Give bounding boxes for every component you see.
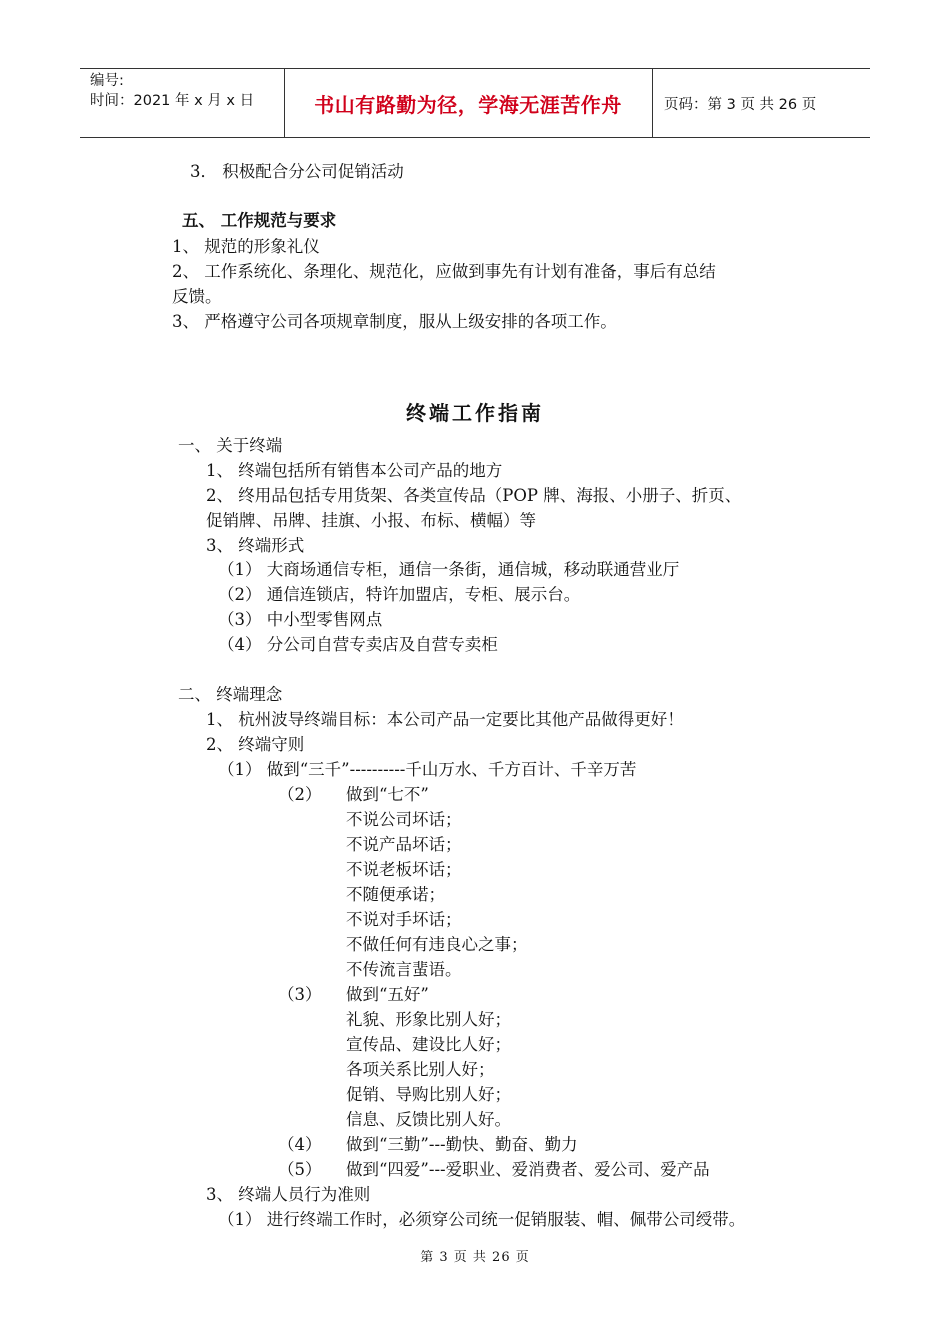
rule-item: 礼貌、形象比别人好； xyxy=(346,1010,511,1029)
rule-title: 做到“五好” xyxy=(346,985,429,1004)
rule-title: 做到“七不” xyxy=(346,785,429,804)
list-item: （1） 做到“三千”----------千山万水、千方百计、千辛万苦 xyxy=(218,760,637,779)
rule-item: 不做任何有违良心之事； xyxy=(346,935,528,954)
rule-number: （4） xyxy=(278,1135,322,1154)
list-item: （1） 进行终端工作时，必须穿公司统一促销服装、帽、佩带公司绶带。 xyxy=(218,1210,746,1229)
list-item: 1、 终端包括所有销售本公司产品的地方 xyxy=(206,461,503,480)
header-meta xyxy=(90,71,254,111)
list-item: 3、 终端形式 xyxy=(206,536,305,555)
rule-item: 不说对手坏话； xyxy=(346,910,462,929)
header-motto: 书山有路勤为径，学海无涯苦作舟 xyxy=(314,92,622,117)
intro-line: 3． 积极配合分公司促销活动 xyxy=(190,162,404,181)
list-item: 1、 规范的形象礼仪 xyxy=(172,237,320,256)
rule-number: （3） xyxy=(278,985,322,1004)
time-label: 时间：2021 年 x 月 x 日 xyxy=(90,93,255,109)
page-header xyxy=(80,68,870,138)
list-item: 1、 杭州波导终端目标：本公司产品一定要比其他产品做得更好！ xyxy=(206,710,684,729)
rule-item: 不说老板坏话； xyxy=(346,860,462,879)
list-item: 促销牌、吊牌、挂旗、小报、布标、横幅）等 xyxy=(206,511,536,530)
document-title: 终端工作指南 xyxy=(406,401,544,425)
rule-item: 不传流言蜚语。 xyxy=(346,960,462,979)
header-page-info: 页码：第 3 页 共 26 页 xyxy=(664,96,817,113)
rule-item: 不随便承诺； xyxy=(346,885,445,904)
header-divider xyxy=(652,69,653,137)
list-item: 3、 严格遵守公司各项规章制度，服从上级安排的各项工作。 xyxy=(172,312,617,331)
rule-text: 做到“四爱”---爱职业、爱消费者、爱公司、爱产品 xyxy=(346,1160,710,1179)
rule-text: 做到“三勤”---勤快、勤奋、勤力 xyxy=(346,1135,578,1154)
list-item: 2、 终用品包括专用货架、各类宣传品（POP 牌、海报、小册子、折页、 xyxy=(206,486,742,505)
list-item: （3） 中小型零售网点 xyxy=(218,610,383,629)
list-item: 反馈。 xyxy=(172,287,222,306)
list-item: 2、 工作系统化、条理化、规范化，应做到事先有计划有准备，事后有总结 xyxy=(172,262,716,281)
section-heading: 五、 工作规范与要求 xyxy=(182,211,337,230)
rule-item: 各项关系比别人好； xyxy=(346,1060,495,1079)
list-item: （2） 通信连锁店，特许加盟店，专柜、展示台。 xyxy=(218,585,581,604)
rule-item: 信息、反馈比别人好。 xyxy=(346,1110,511,1129)
rule-number: （5） xyxy=(278,1160,322,1179)
rule-item: 不说产品坏话； xyxy=(346,835,462,854)
list-item: （4） 分公司自营专卖店及自营专卖柜 xyxy=(218,635,498,654)
rule-item: 不说公司坏话； xyxy=(346,810,462,829)
list-item: 2、 终端守则 xyxy=(206,735,305,754)
list-item: （1） 大商场通信专柜，通信一条街，通信城，移动联通营业厅 xyxy=(218,560,680,579)
serial-label: 编号: xyxy=(90,73,124,89)
page-footer: 第 3 页 共 26 页 xyxy=(420,1250,530,1265)
rule-item: 促销、导购比别人好； xyxy=(346,1085,511,1104)
rule-number: （2） xyxy=(278,785,322,804)
section-heading: 二、 终端理念 xyxy=(178,685,283,704)
list-item: 3、 终端人员行为准则 xyxy=(206,1185,371,1204)
section-heading: 一、 关于终端 xyxy=(178,436,283,455)
rule-item: 宣传品、建设比人好； xyxy=(346,1035,511,1054)
